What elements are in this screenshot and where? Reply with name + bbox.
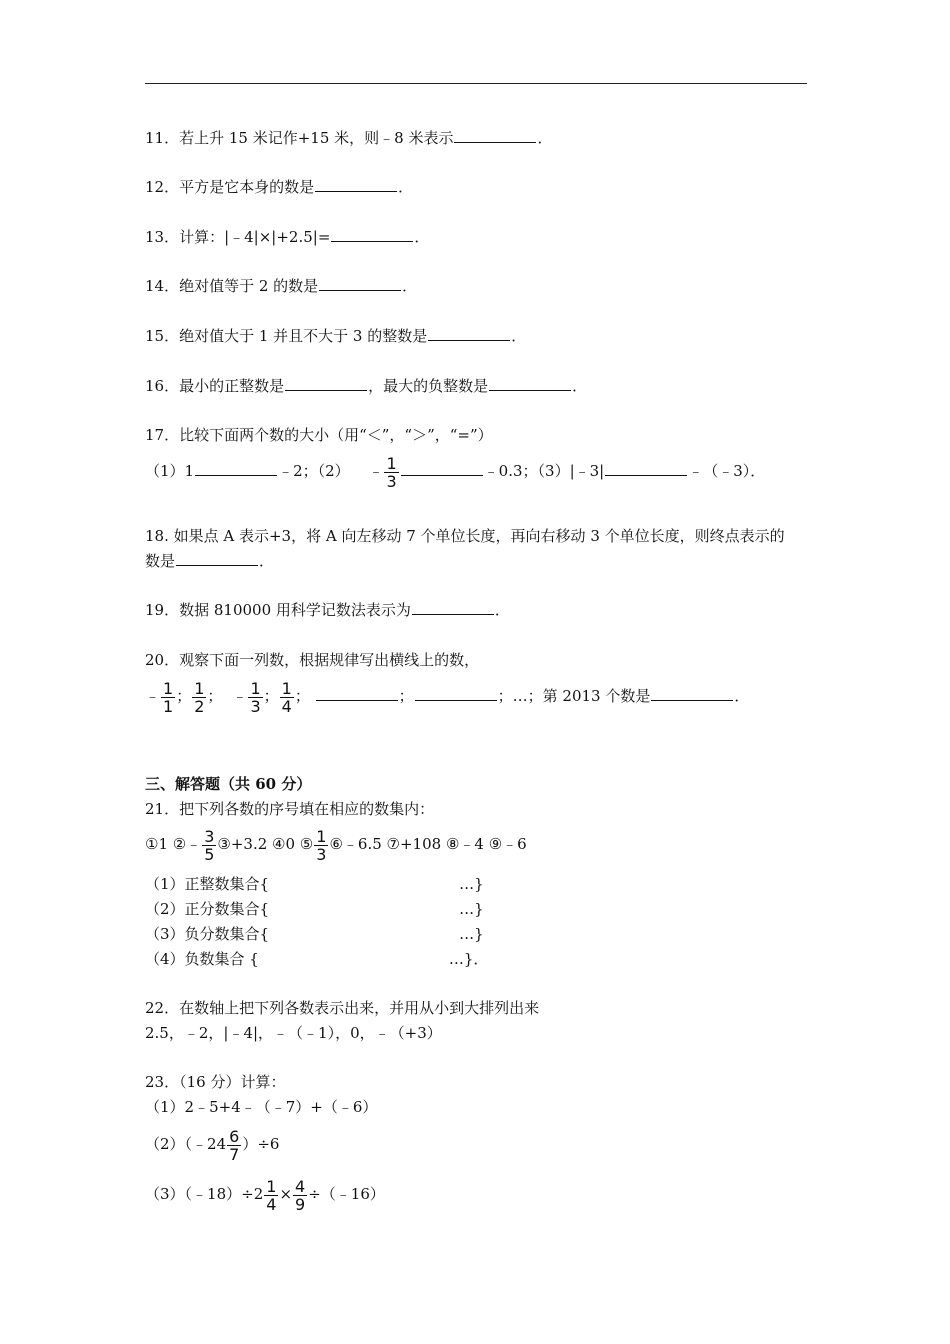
question-13: 13．计算：|﹣4|×|+2.5|= ． [145, 228, 430, 246]
question-16: 16．最小的正整数是 ，最大的负整数是 ． [145, 377, 588, 395]
fraction: $\frac{6}{7}$ [229, 1126, 240, 1164]
answer-blank[interactable] [428, 326, 510, 341]
set-positive-integers: （1）正整数集合{ …} [145, 875, 484, 893]
answer-blank[interactable] [401, 461, 483, 476]
question-14: 14．绝对值等于 2 的数是 ． [145, 277, 418, 295]
fraction: $\frac{4}{9}$ [295, 1176, 306, 1214]
answer-blank[interactable] [315, 177, 397, 192]
answer-blank[interactable] [651, 686, 733, 701]
question-18: 18. 如果点 A 表示+3，将 A 向左移动 7 个单位长度，再向右移动 3 个单位长度，则终点表示的 [145, 527, 785, 545]
answer-blank[interactable] [489, 376, 571, 391]
set-negative-fractions: （3）负分数集合{ …} [145, 925, 484, 943]
question-22-numbers: 2.5，﹣2，|﹣4|，﹣（﹣1），0，﹣（+3） [145, 1024, 442, 1042]
question-23: 23．（16 分）计算： [145, 1073, 286, 1091]
question-17: 17．比较下面两个数的大小（用“＜”，“＞”，“=”） [145, 426, 493, 444]
answer-blank[interactable] [415, 686, 497, 701]
section-title: 三、解答题（共 60 分） [145, 775, 312, 793]
set-negative-numbers: （4）负数集合 { …}． [145, 950, 489, 968]
answer-blank[interactable] [454, 128, 536, 143]
fraction: $\frac{1}{4}$ [281, 678, 292, 716]
fraction: $\frac{1}{4}$ [266, 1176, 277, 1214]
answer-blank[interactable] [412, 600, 494, 615]
question-18-cont: 数是 ． [145, 552, 275, 570]
question-22: 22．在数轴上把下列各数表示出来，并用从小到大排列出来 [145, 999, 540, 1017]
answer-blank[interactable] [316, 686, 398, 701]
question-19: 19．数据 810000 用科学记数法表示为 ． [145, 601, 510, 619]
question-12: 12．平方是它本身的数是 ． [145, 178, 414, 196]
question-21: 21．把下列各数的序号填在相应的数集内： [145, 800, 435, 818]
set-positive-fractions: （2）正分数集合{ …} [145, 900, 484, 918]
fraction: $\frac{1}{3}$ [250, 678, 261, 716]
question-15: 15．绝对值大于 1 并且不大于 3 的整数是 ． [145, 327, 527, 345]
question-23-part-3: （3）（﹣18）÷2 $\frac{1}{4}$ × $\frac{4}{9}$ ÷（﹣16） [145, 1176, 385, 1214]
answer-blank[interactable] [331, 227, 413, 242]
answer-blank[interactable] [605, 461, 687, 476]
fraction: $\frac{1}{2}$ [194, 678, 205, 716]
header-rule [145, 83, 807, 84]
question-20-sequence: ﹣ $\frac{1}{1}$ ； $\frac{1}{2}$ ； ﹣ $\frac{1}{3}$ ； $\frac{1}{4}$ ； ； ；…；第 2013 个数是 ． [145, 678, 750, 716]
question-11: 11．若上升 15 米记作+15 米，则﹣8 米表示 ． [145, 129, 553, 147]
question-20: 20．观察下面一列数，根据规律写出横线上的数， [145, 651, 480, 669]
question-23-part-1: （1）2﹣5+4﹣（﹣7）+（﹣6） [145, 1098, 378, 1116]
question-21-items: ①1 ②﹣ $\frac{3}{5}$ ③+3.2 ④0 ⑤ $\frac{1}{3}$ ⑥﹣6.5 ⑦+108 ⑧﹣4 ⑨﹣6 [145, 826, 527, 864]
answer-blank[interactable] [319, 276, 401, 291]
fraction: $\frac{1}{3}$ [386, 453, 397, 491]
fraction: $\frac{1}{1}$ [163, 678, 174, 716]
question-23-part-2: （2）（﹣24 $\frac{6}{7}$ ）÷6 [145, 1126, 280, 1164]
answer-blank[interactable] [285, 376, 367, 391]
question-17-parts: （1）1 ﹣2；（2） ﹣ $\frac{1}{3}$ ﹣0.3；（3）|﹣3| ﹣（﹣3）． [145, 453, 766, 491]
fraction: $\frac{1}{3}$ [316, 826, 327, 864]
answer-blank[interactable] [176, 551, 258, 566]
answer-blank[interactable] [195, 461, 277, 476]
fraction: $\frac{3}{5}$ [204, 826, 215, 864]
